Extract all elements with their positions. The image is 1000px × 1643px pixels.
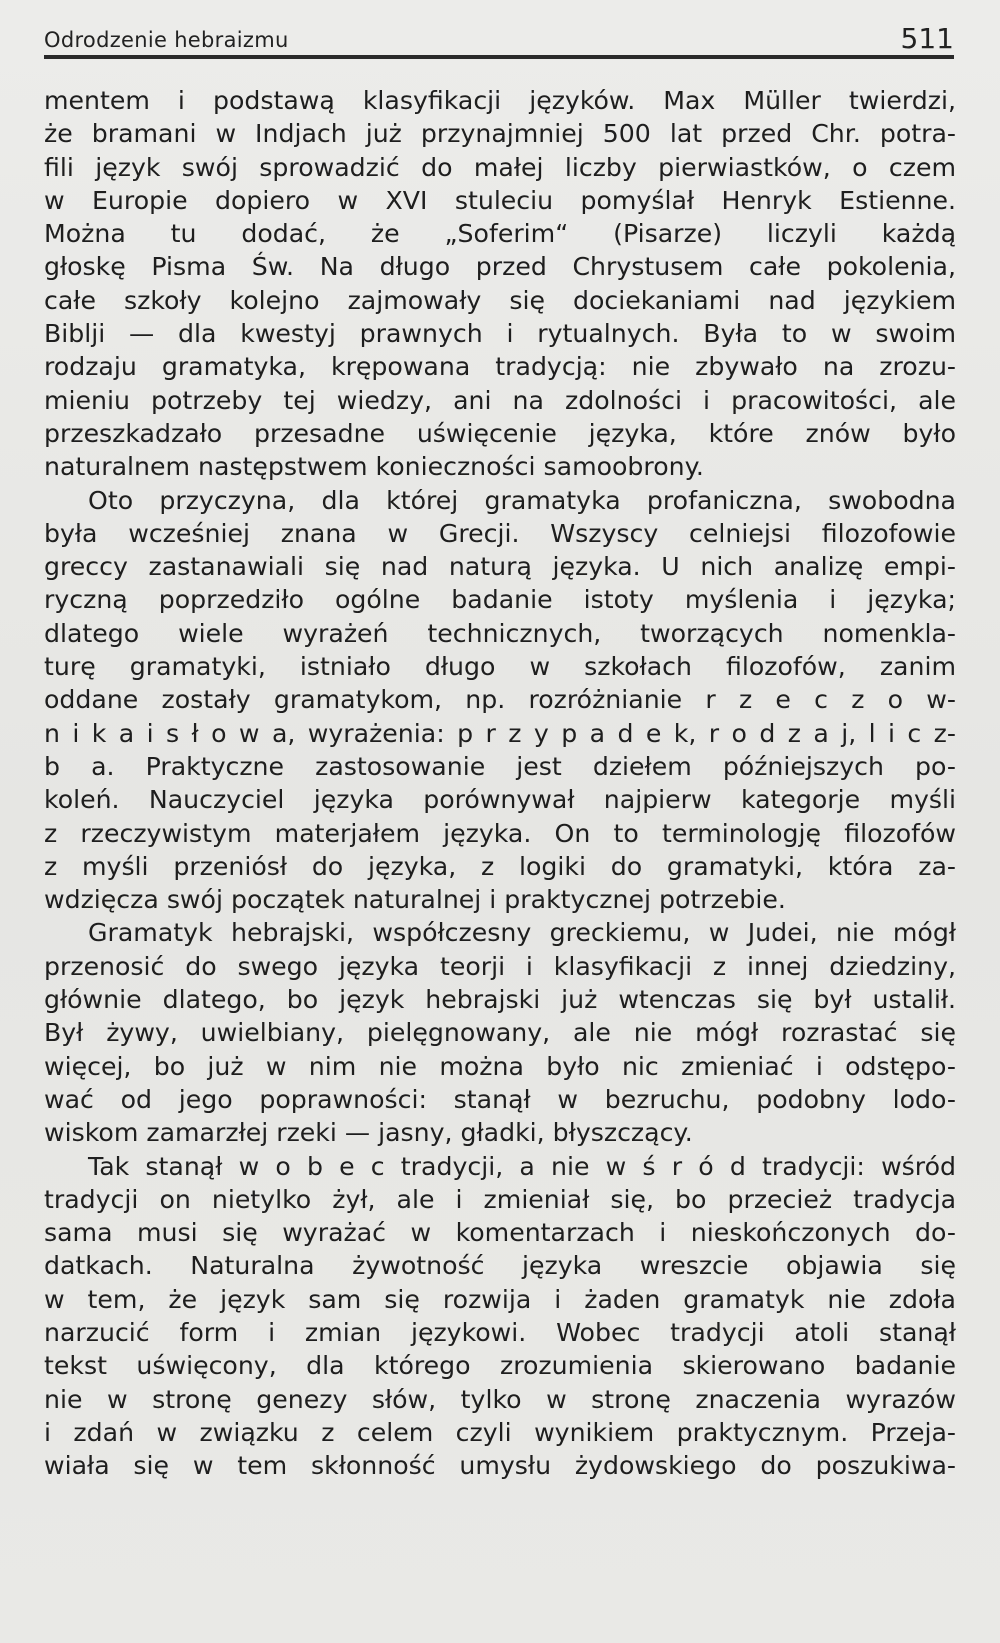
text-line: nie w stronę genezy słów, tylko w stronę znaczenia wyrazów <box>44 1384 956 1414</box>
text-line: z rzeczywistym materjałem języka. On to terminologję filozofów <box>44 818 956 848</box>
text-line: datkach. Naturalna żywotność języka wreszcie objawia się <box>44 1251 956 1281</box>
text-line: całe szkoły kolejno zajmowały się dociekaniami nad językiem <box>44 285 956 315</box>
paragraph <box>44 84 956 484</box>
body-text <box>44 84 956 1482</box>
text-line: Był żywy, uwielbiany, pielęgnowany, ale nie mógł rozrastać się <box>44 1018 956 1048</box>
text-line: mentem i podstawą klasyfikacji języków. Max Müller twierdzi, <box>44 86 956 115</box>
page-header <box>44 22 954 58</box>
text-line: narzucić form i zmian językowi. Wobec tradycji atoli stanął <box>44 1317 956 1347</box>
paragraph <box>44 916 956 1149</box>
text-line: Biblji — dla kwestyj prawnych i rytualnych. Była to w swoim <box>44 319 956 349</box>
paragraph <box>44 1150 956 1483</box>
text-line: wiskom zamarzłej rzeki — jasny, gładki, błyszczący. <box>44 1118 693 1148</box>
text-line: turę gramatyki, istniało długo w szkołach filozofów, zanim <box>44 652 956 682</box>
text-line: Gramatyk hebrajski, współczesny greckiemu, w Judei, nie mógł <box>88 918 956 948</box>
text-line: z myśli przeniósł do języka, z logiki do gramatyki, która za- <box>44 851 956 881</box>
text-line: Można tu dodać, że „Soferim“ (Pisarze) liczyli każdą <box>44 219 956 249</box>
text-line: sama musi się wyrażać w komentarzach i nieskończonych do- <box>44 1218 956 1248</box>
header-rule <box>44 55 954 59</box>
text-line: mieniu potrzeby tej wiedzy, ani na zdolności i pracowitości, ale <box>44 385 956 415</box>
text-line: w tem, że język sam się rozwija i żaden gramatyk nie zdoła <box>44 1284 956 1314</box>
text-line: przenosić do swego języka teorji i klasyfikacji z innej dziedziny, <box>44 951 956 981</box>
text-line: i zdań w związku z celem czyli wynikiem praktycznym. Przeja- <box>44 1417 956 1447</box>
text-line: była wcześniej znana w Grecji. Wszyscy celniejsi filozofowie <box>44 518 956 548</box>
text-line: Tak stanął w o b e c tradycji, a nie w ś r ó d tradycji: wśród <box>88 1151 956 1181</box>
text-line: w Europie dopiero w XVI stuleciu pomyślał Henryk Estienne. <box>44 185 956 215</box>
text-line: Oto przyczyna, dla której gramatyka profaniczna, swobodna <box>88 485 956 515</box>
running-title: Odrodzenie hebraizmu <box>44 28 289 52</box>
text-line: wdzięcza swój początek naturalnej i praktycznej potrzebie. <box>44 885 786 915</box>
text-line: że bramani w Indjach już przynajmniej 500 lat przed Chr. potra- <box>44 119 956 149</box>
text-line: dlatego wiele wyrażeń technicznych, tworzących nomenkla- <box>44 618 956 648</box>
page-number: 511 <box>900 22 954 55</box>
text-line: fili język swój sprowadzić do małej liczby pierwiastków, o czem <box>44 152 956 182</box>
text-line: oddane zostały gramatykom, np. rozróżnianie r z e c z o w- <box>44 685 956 715</box>
text-line: głoskę Pisma Św. Na długo przed Chrystusem całe pokolenia, <box>44 252 956 282</box>
text-line: tradycji on nietylko żył, ale i zmieniał się, bo przecież tradycja <box>44 1184 956 1214</box>
text-line: wać od jego poprawności: stanął w bezruchu, podobny lodo- <box>44 1084 956 1114</box>
text-line: b a. Praktyczne zastosowanie jest dziełem późniejszych po- <box>44 751 956 781</box>
paragraph <box>44 484 956 917</box>
text-line: naturalnem następstwem konieczności samoobrony. <box>44 452 704 482</box>
text-line: wiała się w tem skłonność umysłu żydowskiego do poszukiwa- <box>44 1451 956 1481</box>
text-line: tekst uświęcony, dla którego zrozumienia skierowano badanie <box>44 1351 956 1381</box>
text-line: n i k a i s ł o w a, wyrażenia: p r z y p a d e k, r o d z a j, l i c z- <box>44 718 956 748</box>
text-line: koleń. Nauczyciel języka porównywał najpierw kategorje myśli <box>44 785 956 815</box>
text-line: przeszkadzało przesadne uświęcenie języka, które znów było <box>44 418 956 448</box>
text-line: więcej, bo już w nim nie można było nic zmieniać i odstępo- <box>44 1051 956 1081</box>
text-line: ryczną poprzedziło ogólne badanie istoty myślenia i języka; <box>44 585 956 615</box>
text-line: rodzaju gramatyka, krępowana tradycją: nie zbywało na zrozu- <box>44 352 956 382</box>
text-line: głównie dlatego, bo język hebrajski już wtenczas się był ustalił. <box>44 985 956 1015</box>
text-line: greccy zastanawiali się nad naturą języka. U nich analizę empi- <box>44 552 956 582</box>
